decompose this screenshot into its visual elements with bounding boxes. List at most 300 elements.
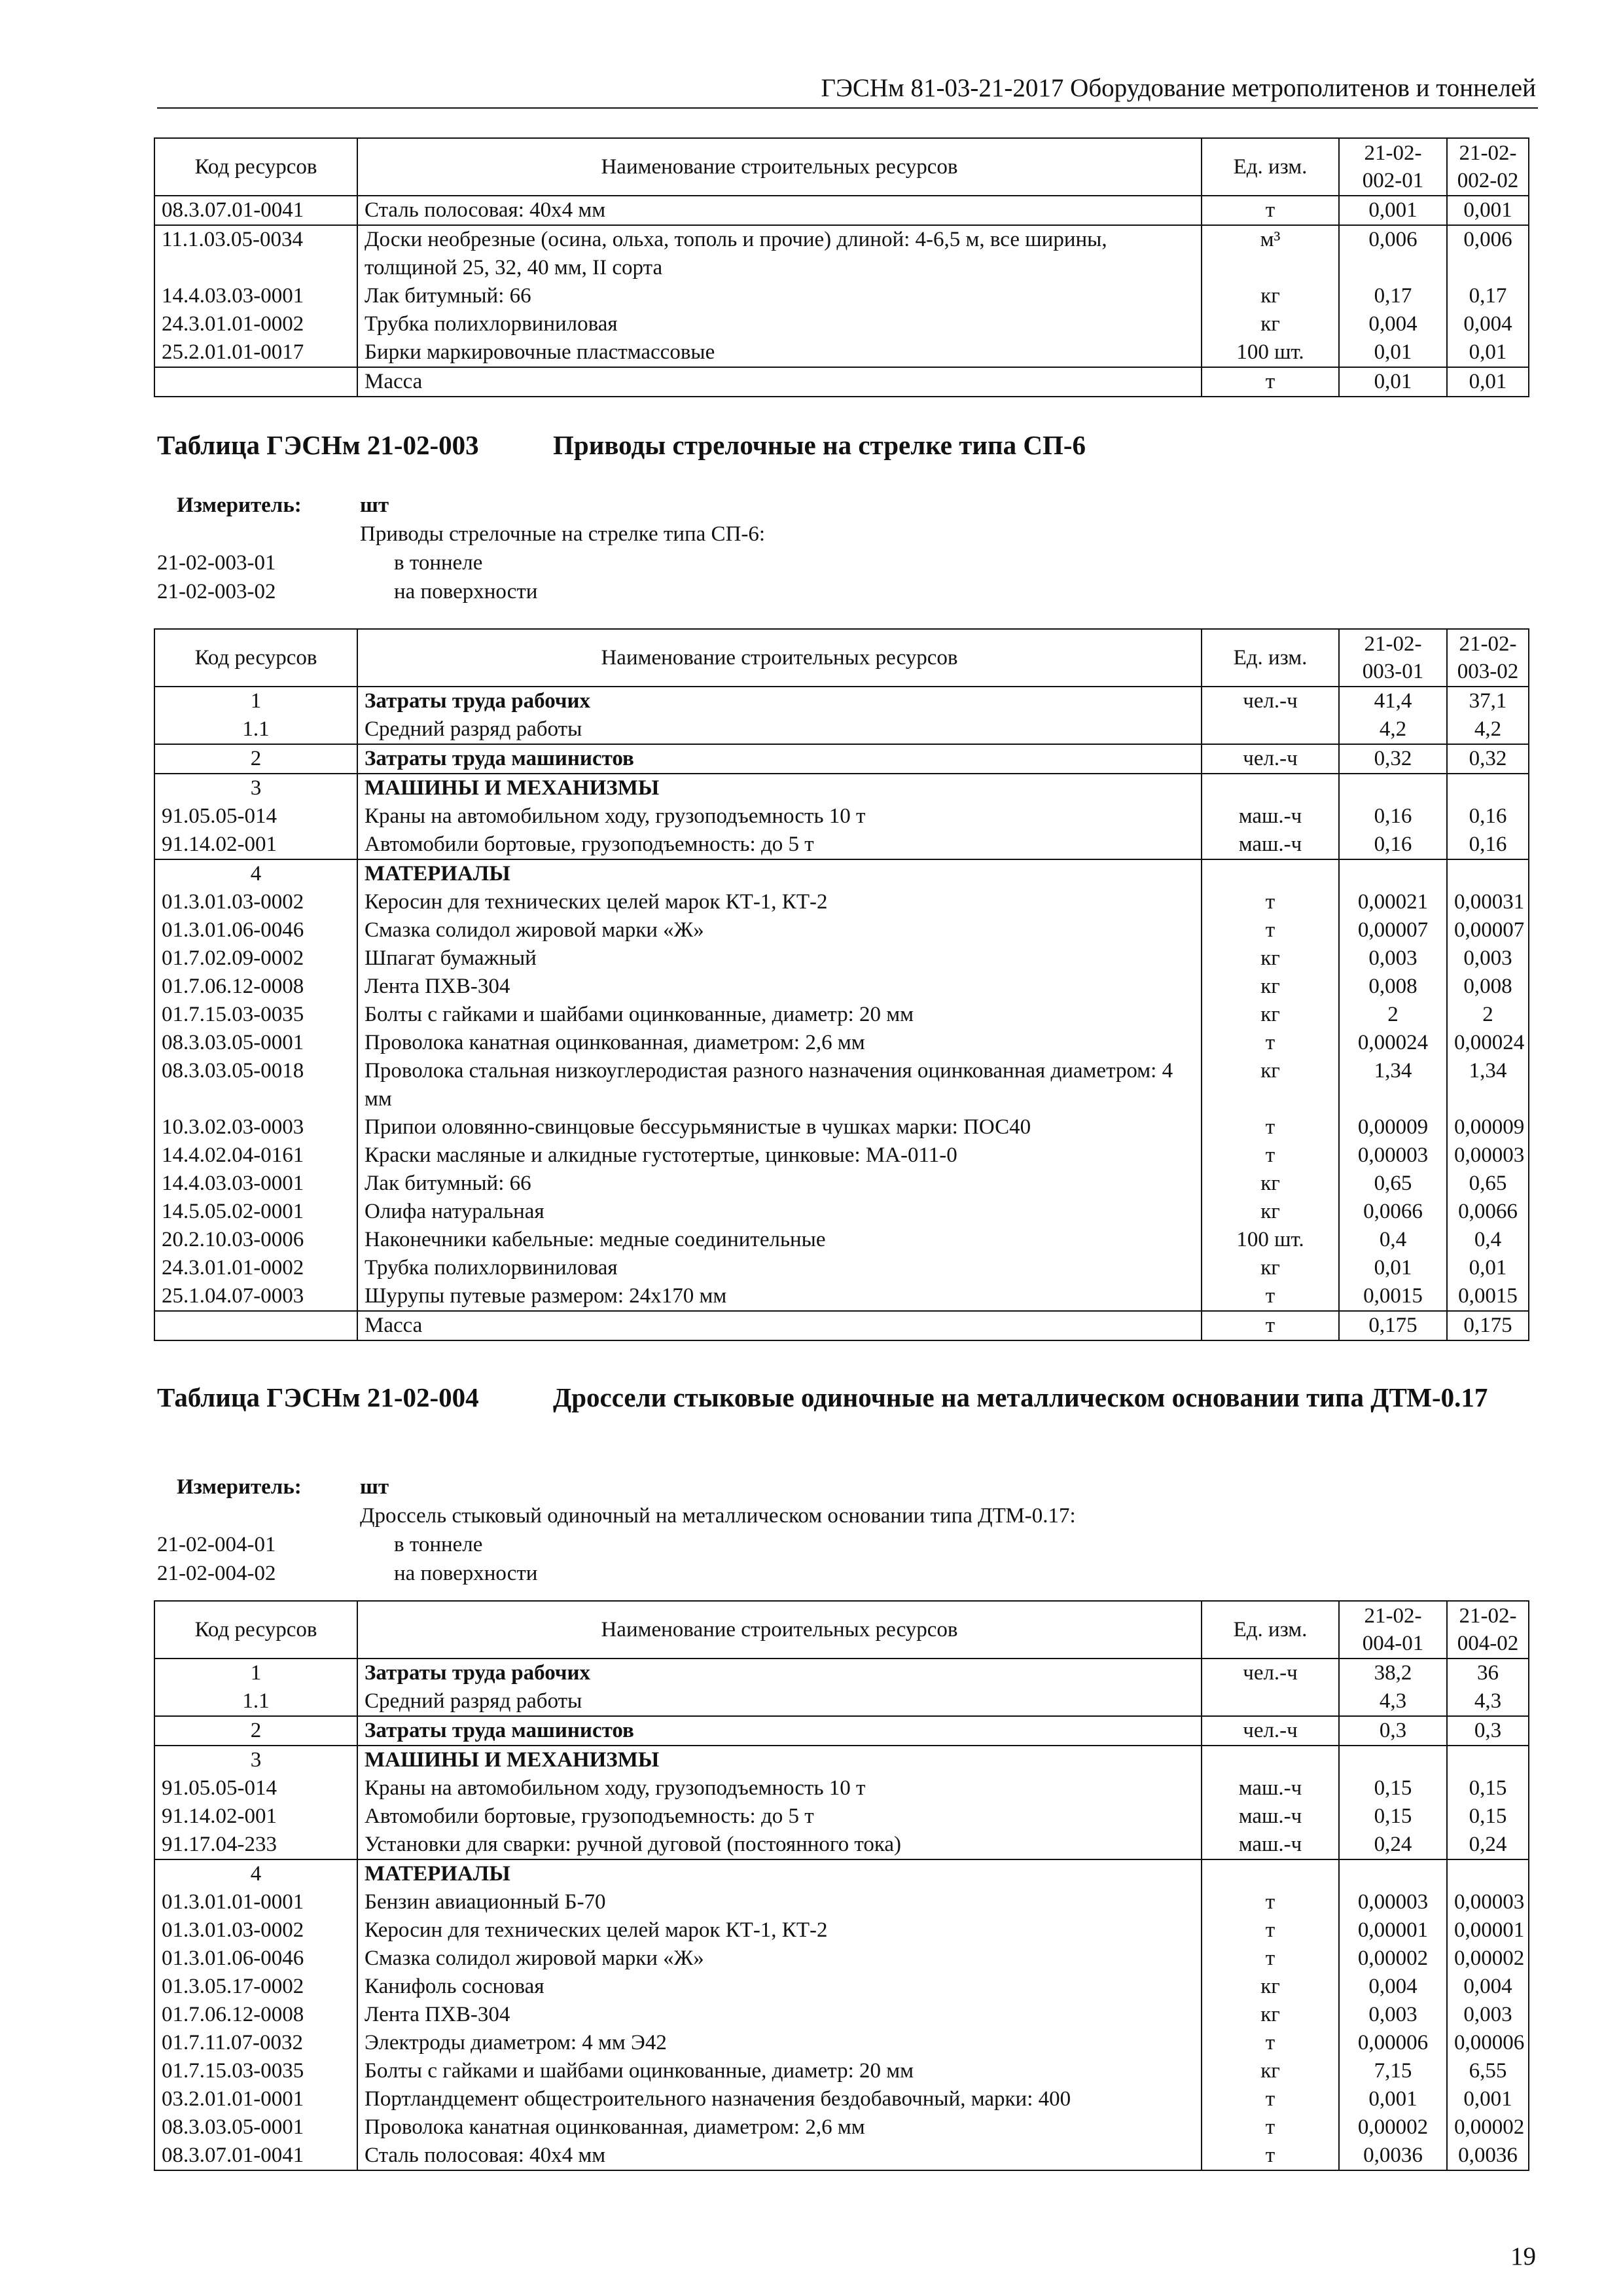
resource-unit [1202,715,1339,744]
resource-value-1: 0,001 [1339,196,1447,225]
resource-value-2: 0,4 [1447,1226,1529,1254]
resource-value-2: 0,16 [1447,802,1529,831]
resource-value-2: 0,00024 [1447,1029,1529,1057]
resource-code: 08.3.03.05-0001 [154,2113,357,2142]
resource-name: Портландцемент общестроительного назначения бездобавочный, марки: 400 [357,2085,1202,2113]
resource-value-2: 4,3 [1447,1687,1529,1716]
resource-value-1: 0,001 [1339,2085,1447,2113]
resource-name: Смазка солидол жировой марки «Ж» [357,1945,1202,1973]
table-row [154,1282,1529,1311]
total-value-1: 0,01 [1339,367,1447,397]
resource-name: Средний разряд работы [357,715,1202,744]
col-header-code: Код ресурсов [154,629,357,687]
total-unit: т [1202,367,1339,397]
resource-value-2: 6,55 [1447,2057,1529,2085]
resource-unit: кг [1202,282,1339,310]
measurer-label: Измеритель: [177,1475,302,1499]
resource-name: Шпагат бумажный [357,944,1202,973]
resource-code: 08.3.07.01-0041 [154,2142,357,2170]
resource-code: 01.3.01.03-0002 [154,1916,357,1945]
resource-value-2 [1447,1859,1529,1888]
resource-name: Проволока канатная оцинкованная, диаметром: 2,6 мм [357,1029,1202,1057]
page-number: 19 [1510,2242,1536,2270]
col-header-unit: Ед. изм. [1202,629,1339,687]
resource-unit: кг [1202,973,1339,1001]
resource-value-1: 0,65 [1339,1170,1447,1198]
variant-code: 21-02-003-01 [157,551,276,575]
table-row [154,2057,1529,2085]
resource-unit [1202,774,1339,802]
resource-table-21-02-004 [154,1600,1529,2171]
resource-code: 24.3.01.01-0002 [154,310,357,338]
resource-value-1: 0,01 [1339,1254,1447,1282]
col-header-variant-1: 21-02- 004-01 [1339,1601,1447,1659]
table-row [154,1716,1529,1746]
resource-value-1: 0,003 [1339,944,1447,973]
resource-unit: кг [1202,2001,1339,2029]
variant-code: 21-02-004-02 [157,1562,276,1585]
resource-code: 24.3.01.01-0002 [154,1254,357,1282]
table-row [154,888,1529,916]
resource-code: 01.7.11.07-0032 [154,2029,357,2057]
resource-value-2: 2 [1447,1001,1529,1029]
resource-name: Установки для сварки: ручной дуговой (постоянного тока) [357,1831,1202,1859]
resource-value-1: 0,006 [1339,225,1447,282]
resource-value-1: 0,00007 [1339,916,1447,944]
table-row [154,1973,1529,2001]
resource-code: 01.7.15.03-0035 [154,1001,357,1029]
variant-text: в тоннеле [394,1533,483,1556]
resource-value-2: 0,008 [1447,973,1529,1001]
resource-code: 01.3.01.06-0046 [154,916,357,944]
resource-value-1: 0,0066 [1339,1198,1447,1226]
table-row [154,196,1529,225]
table-row-total [154,1311,1529,1340]
resource-name: Краски масляные и алкидные густотертые, цинковые: МА-011-0 [357,1141,1202,1170]
resource-value-1: 0,4 [1339,1226,1447,1254]
resource-unit: т [1202,1282,1339,1311]
resource-unit: т [1202,2142,1339,2170]
resource-value-2: 0,00002 [1447,2113,1529,2142]
resource-name: Доски необрезные (осина, ольха, тополь и прочие) длиной: 4-6,5 м, все ширины, толщиной 25, 32, 40 мм, II сорта [357,225,1202,282]
table-name: Приводы стрелочные на стрелке типа СП-6 [553,430,1086,460]
col-header-variant-1: 21-02- 002-01 [1339,138,1447,196]
resource-name: Сталь полосовая: 40х4 мм [357,196,1202,225]
resource-value-1: 0,00009 [1339,1113,1447,1141]
table-row [154,1859,1529,1888]
resource-unit: кг [1202,2057,1339,2085]
resource-value-1 [1339,1859,1447,1888]
resource-value-1: 38,2 [1339,1659,1447,1687]
resource-name: Электроды диаметром: 4 мм Э42 [357,2029,1202,2057]
resource-value-2: 0,32 [1447,744,1529,774]
resource-name: Трубка полихлорвиниловая [357,1254,1202,1282]
resource-name: МАШИНЫ И МЕХАНИЗМЫ [357,1746,1202,1774]
resource-value-2: 0,00009 [1447,1113,1529,1141]
resource-value-2: 0,004 [1447,1973,1529,2001]
resource-code: 1.1 [154,715,357,744]
resource-unit: чел.-ч [1202,1716,1339,1746]
table-row [154,338,1529,367]
resource-value-2: 0,0066 [1447,1198,1529,1226]
resource-code: 14.4.02.04-0161 [154,1141,357,1170]
resource-name: Керосин для технических целей марок КТ-1, КТ-2 [357,1916,1202,1945]
resource-unit: т [1202,888,1339,916]
resource-value-2 [1447,1746,1529,1774]
table-row [154,2029,1529,2057]
resource-unit: т [1202,2085,1339,2113]
resource-value-2 [1447,859,1529,888]
resource-name: Канифоль сосновая [357,1973,1202,2001]
resource-unit: маш.-ч [1202,831,1339,859]
resource-value-2: 0,00007 [1447,916,1529,944]
resource-name: Проволока стальная низкоуглеродистая разного назначения оцинкованная диаметром: 4 мм [357,1057,1202,1113]
resource-code: 01.3.05.17-0002 [154,1973,357,2001]
resource-value-1: 4,3 [1339,1687,1447,1716]
resource-name: Лак битумный: 66 [357,1170,1202,1198]
resource-unit: т [1202,196,1339,225]
resource-value-1: 1,34 [1339,1057,1447,1113]
resource-value-2: 4,2 [1447,715,1529,744]
resource-name: Шурупы путевые размером: 24х170 мм [357,1282,1202,1311]
resource-name: Трубка полихлорвиниловая [357,310,1202,338]
resource-value-1 [1339,774,1447,802]
resource-unit: т [1202,1029,1339,1057]
resource-unit: 100 шт. [1202,338,1339,367]
resource-code: 20.2.10.03-0006 [154,1226,357,1254]
variant-code: 21-02-004-01 [157,1533,276,1556]
resource-code: 91.05.05-014 [154,1774,357,1803]
resource-unit: кг [1202,1198,1339,1226]
resource-unit: маш.-ч [1202,802,1339,831]
resource-value-1: 0,00006 [1339,2029,1447,2057]
total-value-2: 0,175 [1447,1311,1529,1340]
table-row [154,1803,1529,1831]
table-row [154,1057,1529,1113]
resource-unit [1202,1859,1339,1888]
resource-name: Краны на автомобильном ходу, грузоподъемность 10 т [357,802,1202,831]
resource-name: Автомобили бортовые, грузоподъемность: до 5 т [357,1803,1202,1831]
resource-code: 14.5.05.02-0001 [154,1198,357,1226]
resource-value-2: 0,3 [1447,1716,1529,1746]
table-row [154,310,1529,338]
col-header-code: Код ресурсов [154,1601,357,1659]
table-row [154,802,1529,831]
resource-name: Олифа натуральная [357,1198,1202,1226]
table-code: Таблица ГЭСНм 21-02-003 [157,430,479,460]
resource-value-1: 0,16 [1339,802,1447,831]
table-row [154,282,1529,310]
resource-name: МАТЕРИАЛЫ [357,1859,1202,1888]
resource-name: Затраты труда машинистов [357,1716,1202,1746]
resource-code: 01.7.15.03-0035 [154,2057,357,2085]
resource-code: 4 [154,1859,357,1888]
header-rule [157,107,1538,109]
resource-value-1: 0,16 [1339,831,1447,859]
resource-value-1 [1339,859,1447,888]
table-row [154,715,1529,744]
resource-value-2: 0,00003 [1447,1141,1529,1170]
resource-value-2: 0,15 [1447,1774,1529,1803]
resource-code: 3 [154,774,357,802]
resource-name: Бензин авиационный Б-70 [357,1888,1202,1916]
resource-value-1: 0,15 [1339,1774,1447,1803]
table-row [154,916,1529,944]
resource-unit [1202,859,1339,888]
resource-value-2: 0,003 [1447,944,1529,973]
resource-value-2: 0,01 [1447,338,1529,367]
resource-value-2: 0,65 [1447,1170,1529,1198]
variant-text: в тоннеле [394,551,483,575]
table-row-total [154,367,1529,397]
table-row [154,1029,1529,1057]
resource-name: Лак битумный: 66 [357,282,1202,310]
total-value-1: 0,175 [1339,1311,1447,1340]
resource-value-1: 0,15 [1339,1803,1447,1831]
resource-value-1: 0,0036 [1339,2142,1447,2170]
resource-value-1: 0,00002 [1339,1945,1447,1973]
resource-unit: м³ [1202,225,1339,282]
table-name: Дроссели стыковые одиночные на металлическом основании типа ДТМ-0.17 [553,1382,1488,1412]
resource-name: Лента ПХВ-304 [357,973,1202,1001]
resource-code: 2 [154,1716,357,1746]
resource-code: 25.2.01.01-0017 [154,338,357,367]
table-row [154,1945,1529,1973]
resource-table-21-02-002 [154,137,1529,397]
resource-code: 08.3.03.05-0018 [154,1057,357,1113]
resource-code: 08.3.07.01-0041 [154,196,357,225]
resource-unit: маш.-ч [1202,1774,1339,1803]
table-row [154,831,1529,859]
running-header: ГЭСНм 81-03-21-2017 Оборудование метрополитенов и тоннелей [821,74,1536,102]
resource-value-1: 0,0015 [1339,1282,1447,1311]
resource-code: 08.3.03.05-0001 [154,1029,357,1057]
measurer-block-21-02-003 [157,491,1466,606]
resource-unit: кг [1202,1973,1339,2001]
resource-code: 01.7.06.12-0008 [154,973,357,1001]
resource-value-2: 37,1 [1447,687,1529,715]
resource-code: 03.2.01.01-0001 [154,2085,357,2113]
col-header-variant-2: 21-02- 004-02 [1447,1601,1529,1659]
resource-unit: кг [1202,1254,1339,1282]
resource-name: Затраты труда рабочих [357,1659,1202,1687]
table-row [154,744,1529,774]
resource-code: 1 [154,1659,357,1687]
table-row [154,1141,1529,1170]
total-unit: т [1202,1311,1339,1340]
resource-code: 91.05.05-014 [154,802,357,831]
resource-unit: кг [1202,944,1339,973]
table-row [154,1198,1529,1226]
resource-value-1 [1339,1746,1447,1774]
table-row [154,1170,1529,1198]
table-row [154,1916,1529,1945]
col-header-name: Наименование строительных ресурсов [357,629,1202,687]
resource-name: Лента ПХВ-304 [357,2001,1202,2029]
table-row [154,774,1529,802]
total-name: Масса [357,367,1202,397]
resource-name: Средний разряд работы [357,1687,1202,1716]
resource-code: 01.7.06.12-0008 [154,2001,357,2029]
resource-code: 91.14.02-001 [154,831,357,859]
resource-code: 01.3.01.01-0001 [154,1888,357,1916]
measurer-block-21-02-004 [157,1473,1466,1588]
resource-name: Затраты труда машинистов [357,744,1202,774]
resource-unit: т [1202,916,1339,944]
resource-value-1: 0,00003 [1339,1888,1447,1916]
resource-unit: кг [1202,1057,1339,1113]
table-row [154,1831,1529,1859]
resource-unit: чел.-ч [1202,1659,1339,1687]
measurer-label: Измеритель: [177,493,302,517]
resource-name: Затраты труда рабочих [357,687,1202,715]
resource-unit: т [1202,1888,1339,1916]
resource-value-2: 0,24 [1447,1831,1529,1859]
table-row [154,1888,1529,1916]
resource-unit: т [1202,1113,1339,1141]
variant-text: на поверхности [394,580,538,603]
resource-value-2: 1,34 [1447,1057,1529,1113]
resource-unit: чел.-ч [1202,687,1339,715]
table-row [154,2001,1529,2029]
resource-code: 01.7.02.09-0002 [154,944,357,973]
empty-cell [154,367,357,397]
resource-name: Припои оловянно-свинцовые бессурьмянистые в чушках марки: ПОС40 [357,1113,1202,1141]
table-row [154,2113,1529,2142]
table-row [154,1687,1529,1716]
resource-value-2: 0,15 [1447,1803,1529,1831]
resource-name: Проволока канатная оцинкованная, диаметром: 2,6 мм [357,2113,1202,2142]
resource-unit: т [1202,2113,1339,2142]
col-header-unit: Ед. изм. [1202,138,1339,196]
resource-name: МАТЕРИАЛЫ [357,859,1202,888]
resource-value-1: 0,00001 [1339,1916,1447,1945]
resource-value-1: 4,2 [1339,715,1447,744]
resource-name: Сталь полосовая: 40х4 мм [357,2142,1202,2170]
resource-code: 25.1.04.07-0003 [154,1282,357,1311]
resource-unit: маш.-ч [1202,1803,1339,1831]
table-row [154,2085,1529,2113]
resource-value-1: 0,01 [1339,338,1447,367]
table-row [154,1001,1529,1029]
resource-name: Бирки маркировочные пластмассовые [357,338,1202,367]
resource-code: 3 [154,1746,357,1774]
resource-code: 11.1.03.05-0034 [154,225,357,282]
resource-value-2: 0,01 [1447,1254,1529,1282]
table-row [154,1226,1529,1254]
col-header-name: Наименование строительных ресурсов [357,1601,1202,1659]
col-header-unit: Ед. изм. [1202,1601,1339,1659]
resource-value-1: 0,3 [1339,1716,1447,1746]
table-row [154,1659,1529,1687]
table-row [154,1113,1529,1141]
resource-unit: т [1202,1945,1339,1973]
resource-name: МАШИНЫ И МЕХАНИЗМЫ [357,774,1202,802]
resource-value-1: 0,17 [1339,282,1447,310]
resource-name: Смазка солидол жировой марки «Ж» [357,916,1202,944]
resource-value-2 [1447,774,1529,802]
resource-unit: кг [1202,1001,1339,1029]
resource-unit: кг [1202,310,1339,338]
resource-value-2: 0,001 [1447,2085,1529,2113]
resource-code: 01.3.01.06-0046 [154,1945,357,1973]
resource-value-2: 36 [1447,1659,1529,1687]
resource-value-1: 2 [1339,1001,1447,1029]
resource-value-1: 0,004 [1339,1973,1447,2001]
resource-value-2: 0,001 [1447,196,1529,225]
resource-value-2: 0,00006 [1447,2029,1529,2057]
resource-code: 91.14.02-001 [154,1803,357,1831]
resource-value-1: 0,24 [1339,1831,1447,1859]
resource-name: Автомобили бортовые, грузоподъемность: до 5 т [357,831,1202,859]
resource-code: 14.4.03.03-0001 [154,282,357,310]
resource-value-2: 0,16 [1447,831,1529,859]
resource-code: 4 [154,859,357,888]
resource-value-1: 0,00024 [1339,1029,1447,1057]
resource-unit: т [1202,1916,1339,1945]
resource-unit: 100 шт. [1202,1226,1339,1254]
resource-value-1: 0,003 [1339,2001,1447,2029]
resource-value-2: 0,17 [1447,282,1529,310]
table-row [154,1254,1529,1282]
empty-cell [154,1311,357,1340]
resource-name: Наконечники кабельные: медные соединительные [357,1226,1202,1254]
resource-unit: чел.-ч [1202,744,1339,774]
resource-value-2: 0,006 [1447,225,1529,282]
resource-name: Керосин для технических целей марок КТ-1, КТ-2 [357,888,1202,916]
resource-value-1: 0,008 [1339,973,1447,1001]
resource-value-1: 0,00002 [1339,2113,1447,2142]
measurer-description: Дроссель стыковый одиночный на металлическом основании типа ДТМ-0.17: [360,1504,1076,1528]
table-row [154,687,1529,715]
table-row [154,1774,1529,1803]
resource-unit [1202,1687,1339,1716]
resource-value-2: 0,00031 [1447,888,1529,916]
resource-unit [1202,1746,1339,1774]
resource-value-2: 0,00003 [1447,1888,1529,1916]
table-row [154,2142,1529,2170]
resource-code: 10.3.02.03-0003 [154,1113,357,1141]
resource-code: 14.4.03.03-0001 [154,1170,357,1198]
resource-value-1: 7,15 [1339,2057,1447,2085]
table-code: Таблица ГЭСНм 21-02-004 [157,1382,479,1412]
table-row [154,944,1529,973]
resource-unit: кг [1202,1170,1339,1198]
resource-name: Болты с гайками и шайбами оцинкованные, диаметр: 20 мм [357,2057,1202,2085]
measurer-description: Приводы стрелочные на стрелке типа СП-6: [360,522,766,546]
table-row [154,973,1529,1001]
col-header-code: Код ресурсов [154,138,357,196]
resource-code: 91.17.04-233 [154,1831,357,1859]
col-header-variant-2: 21-02- 003-02 [1447,629,1529,687]
resource-table-21-02-003 [154,628,1529,1341]
resource-name: Краны на автомобильном ходу, грузоподъемность 10 т [357,1774,1202,1803]
resource-unit: т [1202,2029,1339,2057]
resource-code: 1.1 [154,1687,357,1716]
resource-value-1: 41,4 [1339,687,1447,715]
resource-value-2: 0,0036 [1447,2142,1529,2170]
resource-name: Болты с гайками и шайбами оцинкованные, диаметр: 20 мм [357,1001,1202,1029]
col-header-variant-1: 21-02- 003-01 [1339,629,1447,687]
measurer-unit: шт [360,1475,389,1499]
table-row [154,1746,1529,1774]
measurer-unit: шт [360,493,389,517]
resource-value-2: 0,004 [1447,310,1529,338]
resource-code: 2 [154,744,357,774]
resource-value-2: 0,00001 [1447,1916,1529,1945]
resource-value-1: 0,32 [1339,744,1447,774]
resource-value-2: 0,00002 [1447,1945,1529,1973]
